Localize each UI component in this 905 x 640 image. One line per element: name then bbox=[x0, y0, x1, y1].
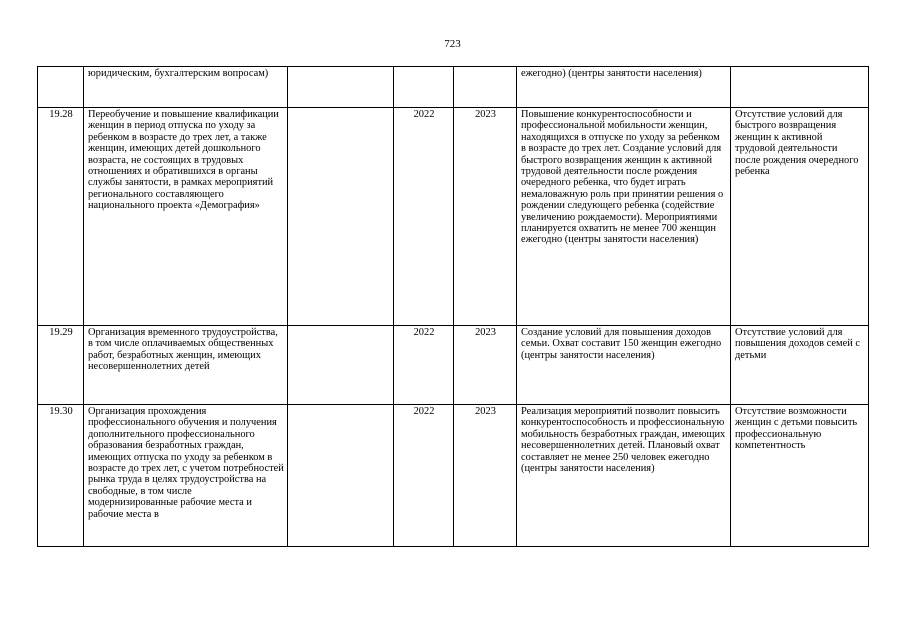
start-year-cell bbox=[394, 67, 454, 108]
end-year-cell bbox=[454, 67, 517, 108]
activity-cell: юридическим, бухгалтерским вопросам) bbox=[84, 67, 288, 108]
table-row bbox=[38, 326, 869, 405]
effect-cell bbox=[731, 67, 869, 108]
table-row bbox=[38, 108, 869, 326]
result-cell: Повышение конкурентоспособности и профессиональной мобильности женщин, находящихся в отпуске по уходу за ребенком в возрасте до трех лет. Создание условий для быстрого возвращения женщин к активной трудовой деятельности после рождения очередного ребенка, что будет играть немаловажную роль при принятии решения о рождении следующего ребенка (содействие увеличению рождаемости). Мероприятиями планируется охватить не менее 700 женщин ежегодно (центры занятости населения) bbox=[517, 108, 731, 326]
result-cell: ежегодно) (центры занятости населения) bbox=[517, 67, 731, 108]
effect-cell: Отсутствие условий для повышения доходов семей с детьми bbox=[731, 326, 869, 405]
end-year-cell: 2023 bbox=[454, 108, 517, 326]
end-year-cell: 2023 bbox=[454, 326, 517, 405]
activity-cell: Организация прохождения профессионального обучения и получения дополнительного профессионального образования безработных граждан, имеющих отпуска по уходу за ребенком в возрасте до трех лет, с учетом потребностей рынка труда в целях трудоустройства на свободные, в том числе модернизированные рабочие места и рабочие места в bbox=[84, 405, 288, 547]
end-year-cell: 2023 bbox=[454, 405, 517, 547]
table-row bbox=[38, 405, 869, 547]
effect-cell: Отсутствие возможности женщин с детьми повысить профессиональную компетентность bbox=[731, 405, 869, 547]
source-cell bbox=[288, 326, 394, 405]
page-number: 723 bbox=[444, 38, 461, 50]
row-number: 19.28 bbox=[38, 108, 84, 326]
table-row bbox=[38, 67, 869, 108]
source-cell bbox=[288, 405, 394, 547]
source-cell bbox=[288, 67, 394, 108]
row-number bbox=[38, 67, 84, 108]
row-number: 19.29 bbox=[38, 326, 84, 405]
measures-table bbox=[37, 66, 869, 547]
activity-cell: Организация временного трудоустройства, в том числе оплачиваемых общественных работ, безработных женщин, имеющих несовершеннолетних детей bbox=[84, 326, 288, 405]
activity-cell: Переобучение и повышение квалификации женщин в период отпуска по уходу за ребенком в возрасте до трех лет, а также женщин, имеющих детей дошкольного возраста, не состоящих в трудовых отношениях и обратившихся в органы службы занятости, в рамках мероприятий регионального составляющего национального проекта «Демография» bbox=[84, 108, 288, 326]
start-year-cell: 2022 bbox=[394, 108, 454, 326]
row-number: 19.30 bbox=[38, 405, 84, 547]
start-year-cell: 2022 bbox=[394, 405, 454, 547]
start-year-cell: 2022 bbox=[394, 326, 454, 405]
result-cell: Реализация мероприятий позволит повысить конкурентоспособность и профессиональную мобильность безработных граждан, имеющих несовершеннолетних детей. Плановый охват составляет не менее 250 человек ежегодно (центры занятости населения) bbox=[517, 405, 731, 547]
source-cell bbox=[288, 108, 394, 326]
result-cell: Создание условий для повышения доходов семьи. Охват составит 150 женщин ежегодно (центры занятости населения) bbox=[517, 326, 731, 405]
effect-cell: Отсутствие условий для быстрого возвращения женщин к активной трудовой деятельности после рождения очередного ребенка bbox=[731, 108, 869, 326]
